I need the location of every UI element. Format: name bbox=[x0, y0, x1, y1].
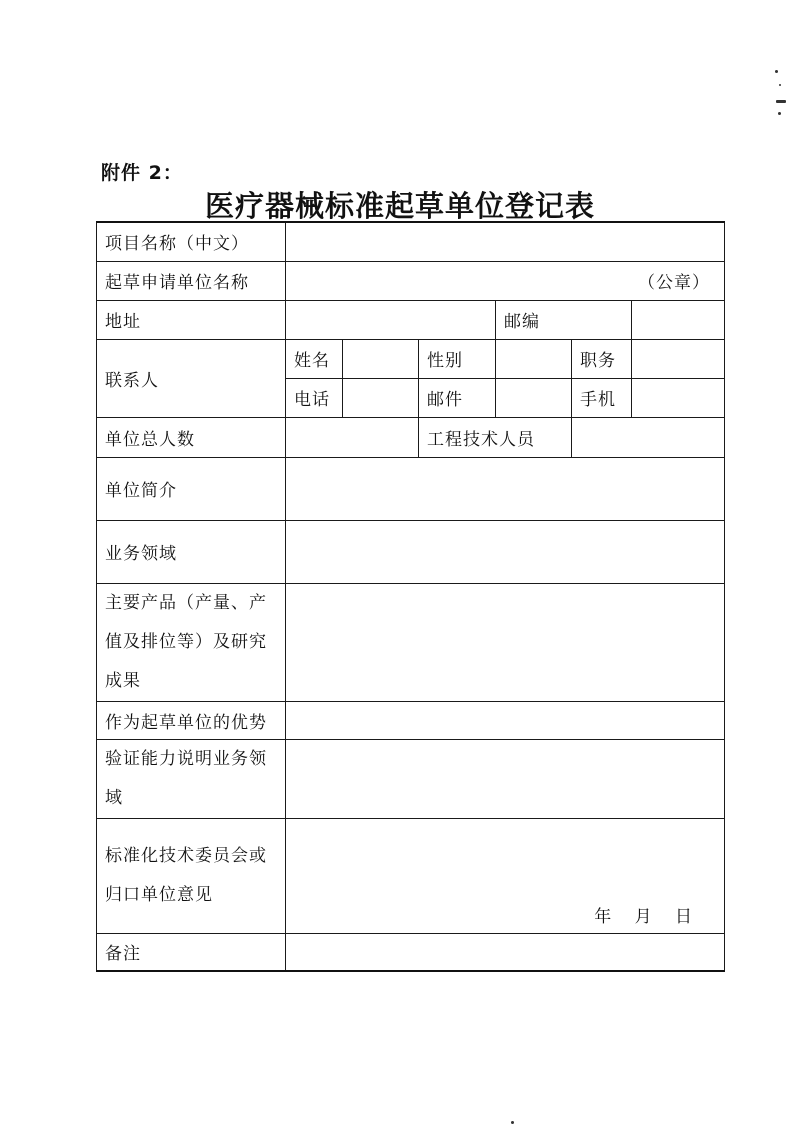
total-staff-field[interactable] bbox=[286, 417, 419, 457]
intro-field[interactable] bbox=[286, 457, 725, 520]
name-label: 姓名 bbox=[286, 339, 343, 378]
project-name-label: 项目名称（中文） bbox=[97, 222, 286, 261]
postcode-field[interactable] bbox=[632, 300, 725, 339]
scan-speck bbox=[775, 70, 778, 73]
mobile-field[interactable] bbox=[632, 378, 725, 417]
address-field[interactable] bbox=[286, 300, 496, 339]
scan-speck bbox=[779, 84, 781, 86]
remarks-field[interactable] bbox=[286, 933, 725, 971]
remarks-label: 备注 bbox=[97, 933, 286, 971]
gender-label: 性别 bbox=[419, 339, 496, 378]
committee-field[interactable] bbox=[286, 818, 725, 933]
engineers-label: 工程技术人员 bbox=[419, 417, 572, 457]
verification-label: 验证能力说明业务领域 bbox=[97, 739, 286, 818]
postcode-label: 邮编 bbox=[496, 300, 632, 339]
products-label: 主要产品（产量、产值及排位等）及研究成果 bbox=[97, 583, 286, 701]
business-label: 业务领域 bbox=[97, 520, 286, 583]
name-field[interactable] bbox=[343, 339, 419, 378]
project-name-field[interactable] bbox=[286, 222, 725, 261]
attachment-label: 附件 2： bbox=[101, 162, 183, 184]
registration-form-table bbox=[96, 221, 725, 972]
phone-field[interactable] bbox=[343, 378, 419, 417]
position-field[interactable] bbox=[632, 339, 725, 378]
advantages-field[interactable] bbox=[286, 701, 725, 739]
contact-label: 联系人 bbox=[97, 339, 286, 417]
form-title: 医疗器械标准起草单位登记表 bbox=[204, 189, 595, 223]
scan-speck bbox=[778, 112, 781, 115]
phone-label: 电话 bbox=[286, 378, 343, 417]
business-field[interactable] bbox=[286, 520, 725, 583]
applicant-unit-field[interactable] bbox=[286, 261, 725, 300]
email-field[interactable] bbox=[496, 378, 572, 417]
products-field[interactable] bbox=[286, 583, 725, 701]
total-staff-label: 单位总人数 bbox=[97, 417, 286, 457]
advantages-label: 作为起草单位的优势 bbox=[97, 701, 286, 739]
address-label: 地址 bbox=[97, 300, 286, 339]
committee-label: 标准化技术委员会或归口单位意见 bbox=[97, 818, 286, 933]
engineers-field[interactable] bbox=[572, 417, 725, 457]
position-label: 职务 bbox=[572, 339, 632, 378]
scan-speck bbox=[511, 1121, 514, 1124]
mobile-label: 手机 bbox=[572, 378, 632, 417]
seal-label: （公章） bbox=[638, 273, 711, 293]
intro-label: 单位简介 bbox=[97, 457, 286, 520]
email-label: 邮件 bbox=[419, 378, 496, 417]
scan-speck bbox=[776, 100, 786, 103]
applicant-unit-label: 起草申请单位名称 bbox=[97, 261, 286, 300]
date-label: 年 月 日 bbox=[594, 906, 693, 927]
gender-field[interactable] bbox=[496, 339, 572, 378]
verification-field[interactable] bbox=[286, 739, 725, 818]
